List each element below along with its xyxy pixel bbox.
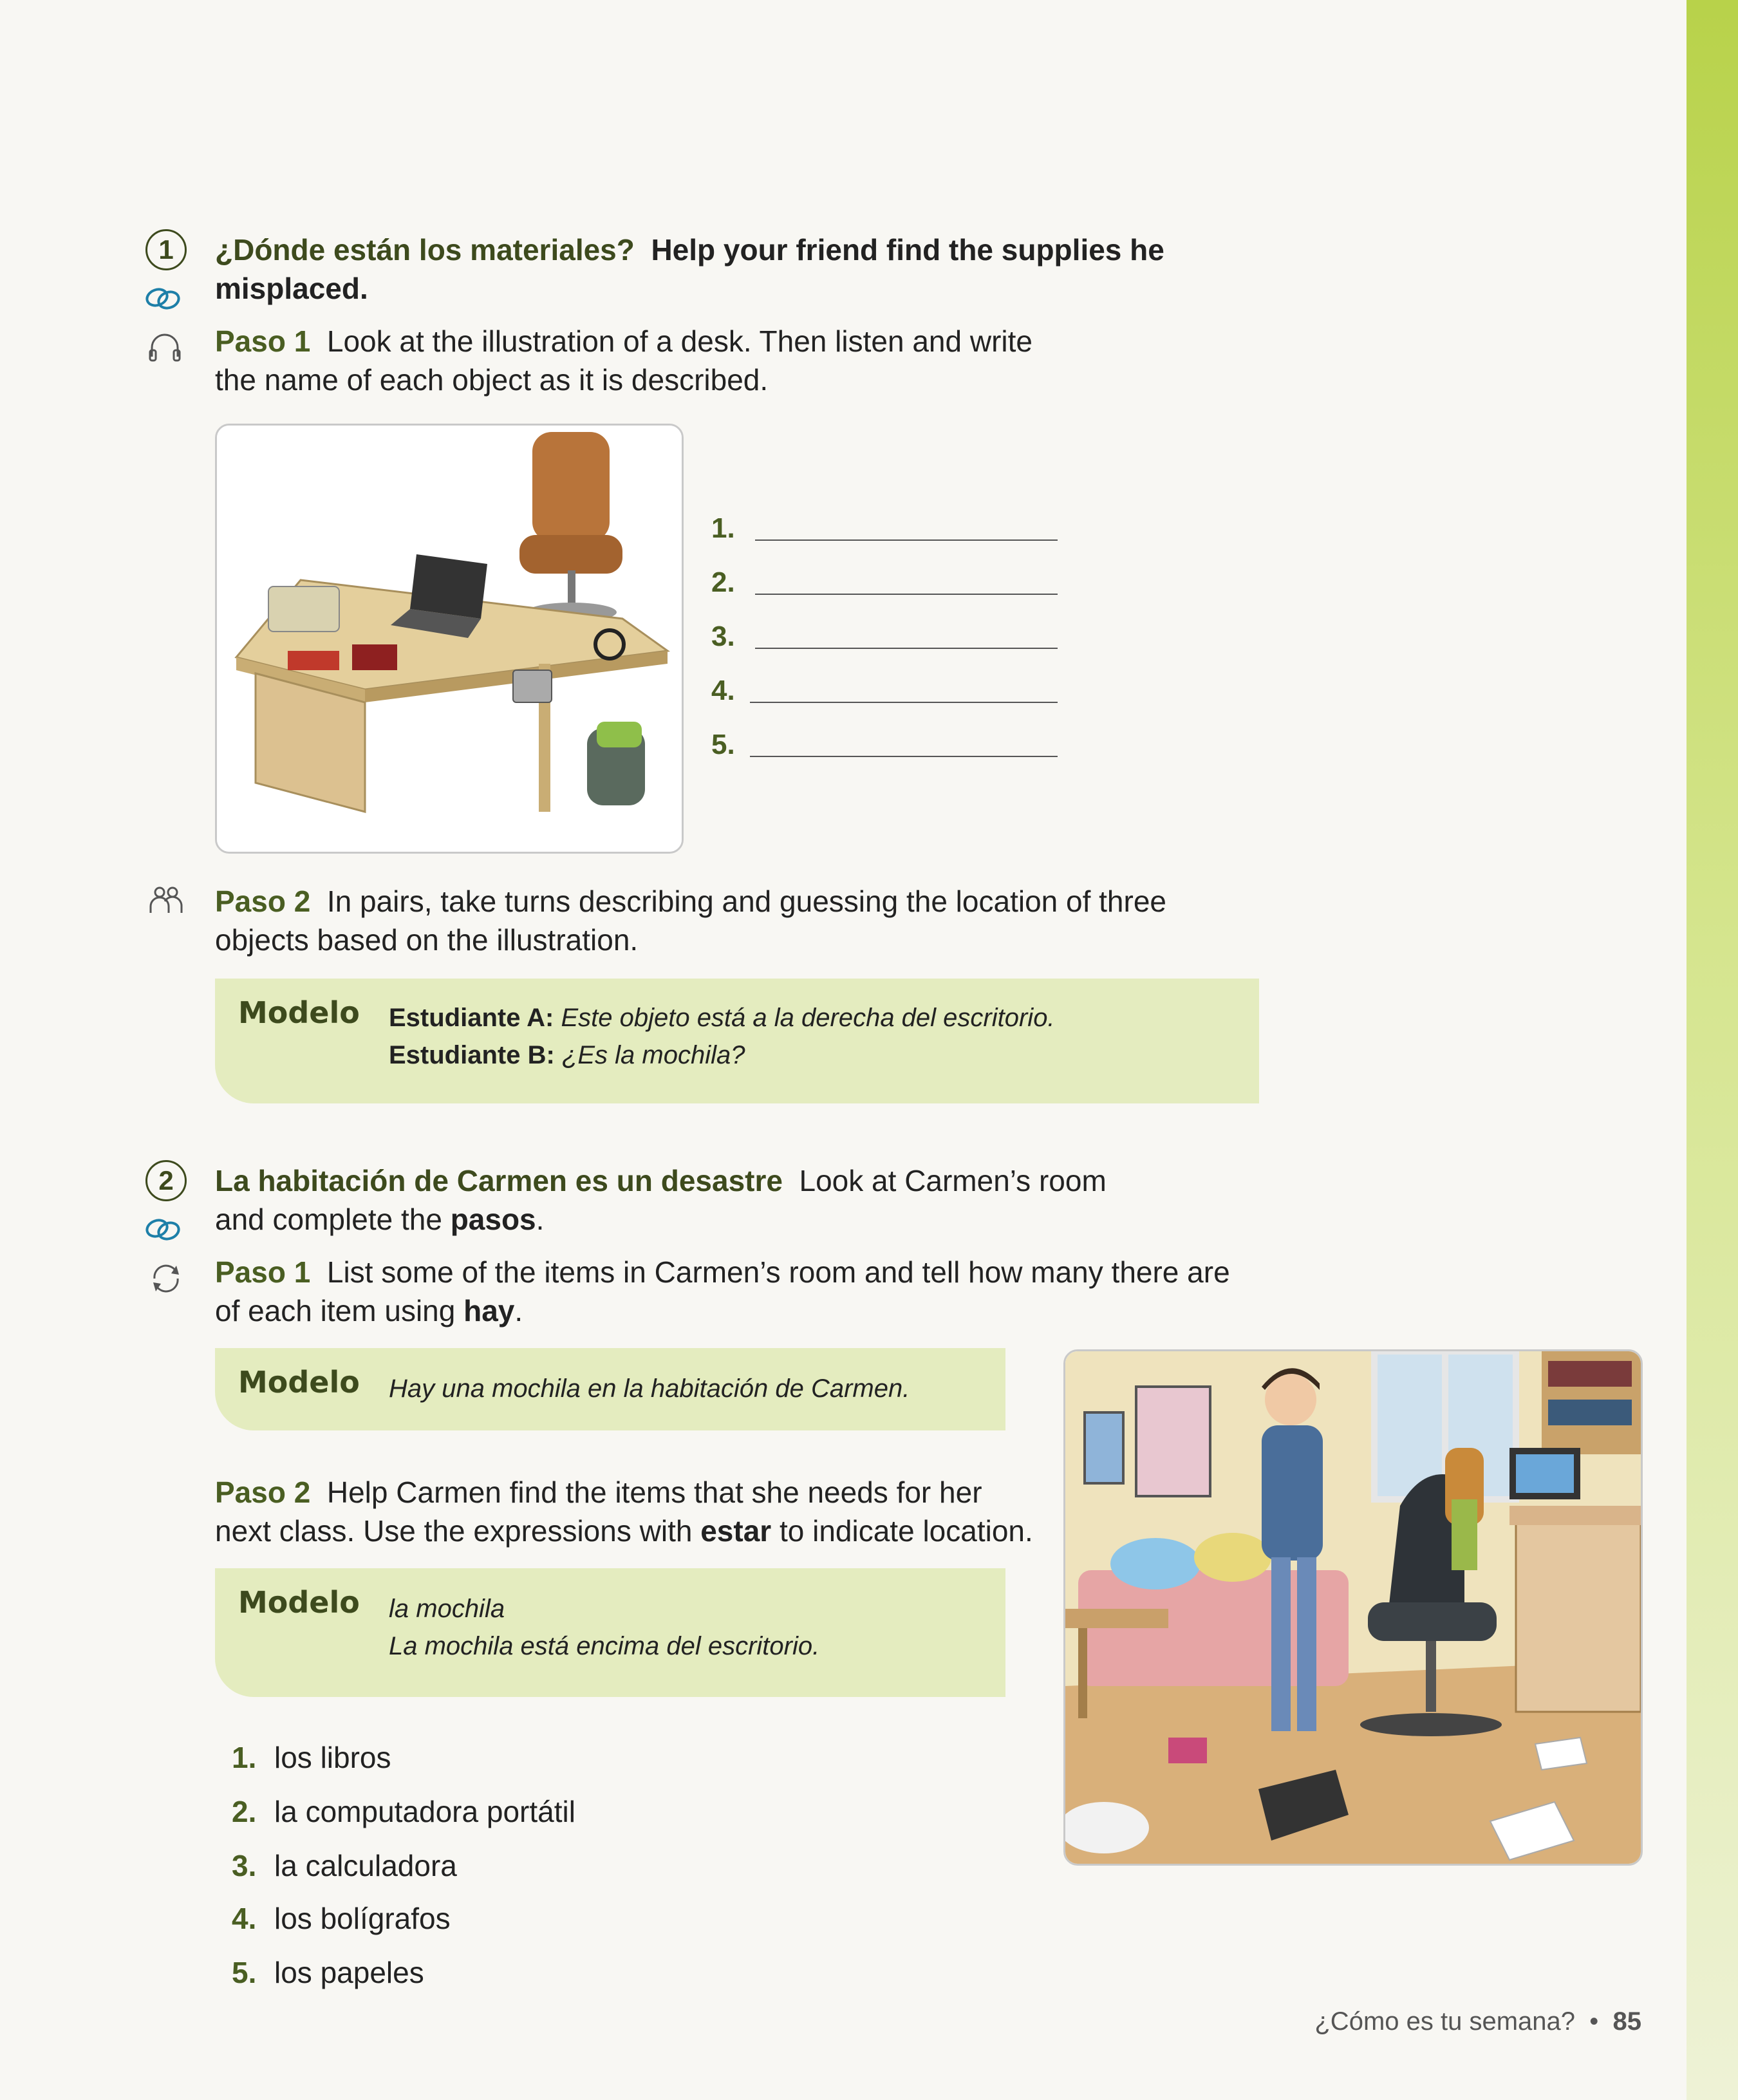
paso2-estar: estar xyxy=(700,1514,772,1548)
speaker-a-text: Este objeto está a la derecha del escritorio. xyxy=(561,1004,1055,1032)
item-number: 3. xyxy=(232,1849,257,1882)
answer-blank-4[interactable] xyxy=(711,675,735,713)
paso1-label: Paso 1 xyxy=(215,1255,311,1289)
activity2-lead-line1: Look at Carmen’s room xyxy=(799,1164,1107,1197)
activity1-lead-line1: Help your friend find the supplies he xyxy=(651,233,1164,267)
modelo-box-3 xyxy=(215,1568,1005,1697)
activity2-lead-period: . xyxy=(536,1203,545,1236)
blank-line xyxy=(755,648,1058,649)
blank-number: 5. xyxy=(711,729,735,760)
activity-number-2: 2 xyxy=(145,1160,187,1201)
paso1-text-line2-a: of each item using xyxy=(215,1294,456,1327)
answer-blank-1[interactable] xyxy=(711,512,735,551)
activity2-paso2 xyxy=(215,1473,1052,1550)
modelo-box-2 xyxy=(215,1348,1005,1430)
modelo-sentence: Hay una mochila en la habitación de Carmen. xyxy=(389,1374,910,1403)
activity2-heading xyxy=(215,1161,1309,1239)
paso2-text-line1: Help Carmen find the items that she needs for her xyxy=(326,1476,982,1509)
footer-bullet: • xyxy=(1589,2007,1599,2036)
paso1-label: Paso 1 xyxy=(215,324,311,358)
paso1-text-line1: Look at the illustration of a desk. Then listen and write xyxy=(326,324,1033,358)
pair-icon xyxy=(148,885,184,917)
paso2-text-line2-c: to indicate location. xyxy=(779,1514,1033,1548)
page-number: 85 xyxy=(1612,2007,1641,2036)
page-footer xyxy=(1314,2007,1641,2036)
paso1-hay: hay xyxy=(463,1294,515,1327)
answer-blank-5[interactable] xyxy=(711,729,735,767)
modelo-text xyxy=(389,1370,910,1407)
paso2-text-line2-a: next class. Use the expressions with xyxy=(215,1514,693,1548)
blank-number: 3. xyxy=(711,621,735,652)
list-item xyxy=(232,1846,457,1885)
list-item xyxy=(232,1738,391,1777)
item-number: 1. xyxy=(232,1741,257,1774)
blank-line xyxy=(750,756,1058,757)
activity1-paso2 xyxy=(215,882,1309,959)
blank-number: 2. xyxy=(711,567,735,598)
blank-line xyxy=(755,594,1058,595)
item-text: los bolígrafos xyxy=(274,1902,451,1935)
paso1-text-line2: the name of each object as it is described. xyxy=(215,363,769,397)
paso1-period: . xyxy=(514,1294,523,1327)
activity1-heading xyxy=(215,230,1309,308)
activity1-lead-line2: misplaced. xyxy=(215,272,368,305)
blank-number: 1. xyxy=(711,512,735,544)
link-icon xyxy=(143,1209,182,1248)
activity2-lead-line2-a: and complete the xyxy=(215,1203,442,1236)
paso2-text-line2: objects based on the illustration. xyxy=(215,923,639,957)
modelo-text xyxy=(389,1590,819,1665)
blank-number: 4. xyxy=(711,675,735,706)
modelo-dialog xyxy=(389,999,1055,1074)
paso2-label: Paso 2 xyxy=(215,1476,311,1509)
blank-line xyxy=(755,539,1058,541)
activity2-paso1 xyxy=(215,1253,1309,1330)
desk-illustration xyxy=(215,424,684,854)
answer-blank-3[interactable] xyxy=(711,621,735,659)
answer-blank-2[interactable] xyxy=(711,567,735,605)
recycle-icon xyxy=(148,1261,184,1297)
speaker-a: Estudiante A: xyxy=(389,1004,554,1032)
paso2-label: Paso 2 xyxy=(215,885,311,918)
item-number: 4. xyxy=(232,1902,257,1935)
headphones-icon xyxy=(147,331,183,363)
item-number: 5. xyxy=(232,1956,257,1989)
activity2-lead-pasos: pasos xyxy=(450,1203,536,1236)
modelo-label: Modelo xyxy=(238,1365,360,1400)
item-text: la computadora portátil xyxy=(274,1795,575,1828)
carmen-room-illustration xyxy=(1063,1349,1643,1866)
blank-line xyxy=(750,702,1058,703)
link-icon xyxy=(143,278,182,317)
list-item xyxy=(232,1792,575,1831)
modelo-label: Modelo xyxy=(238,995,360,1030)
item-text: la calculadora xyxy=(274,1849,457,1882)
modelo-line1: la mochila xyxy=(389,1595,505,1623)
paso2-text-line1: In pairs, take turns describing and guessing the location of three xyxy=(326,885,1167,918)
activity-number-1: 1 xyxy=(145,229,187,270)
modelo-label: Modelo xyxy=(238,1585,360,1620)
list-item xyxy=(232,1899,451,1938)
activity1-title: ¿Dónde están los materiales? xyxy=(215,233,635,267)
item-text: los libros xyxy=(274,1741,391,1774)
page-edge-bar xyxy=(1687,0,1738,2100)
item-number: 2. xyxy=(232,1795,257,1828)
item-text: los papeles xyxy=(274,1956,424,1989)
modelo-box-1 xyxy=(215,979,1259,1103)
modelo-line2: La mochila está encima del escritorio. xyxy=(389,1632,820,1660)
list-item xyxy=(232,1953,424,1992)
footer-chapter: ¿Cómo es tu semana? xyxy=(1314,2007,1576,2036)
speaker-b: Estudiante B: xyxy=(389,1041,555,1069)
activity1-paso1 xyxy=(215,322,1309,399)
speaker-b-text: ¿Es la mochila? xyxy=(561,1041,745,1069)
paso1-text-line1: List some of the items in Carmen’s room and tell how many there are xyxy=(326,1255,1230,1289)
activity2-title: La habitación de Carmen es un desastre xyxy=(215,1164,783,1197)
